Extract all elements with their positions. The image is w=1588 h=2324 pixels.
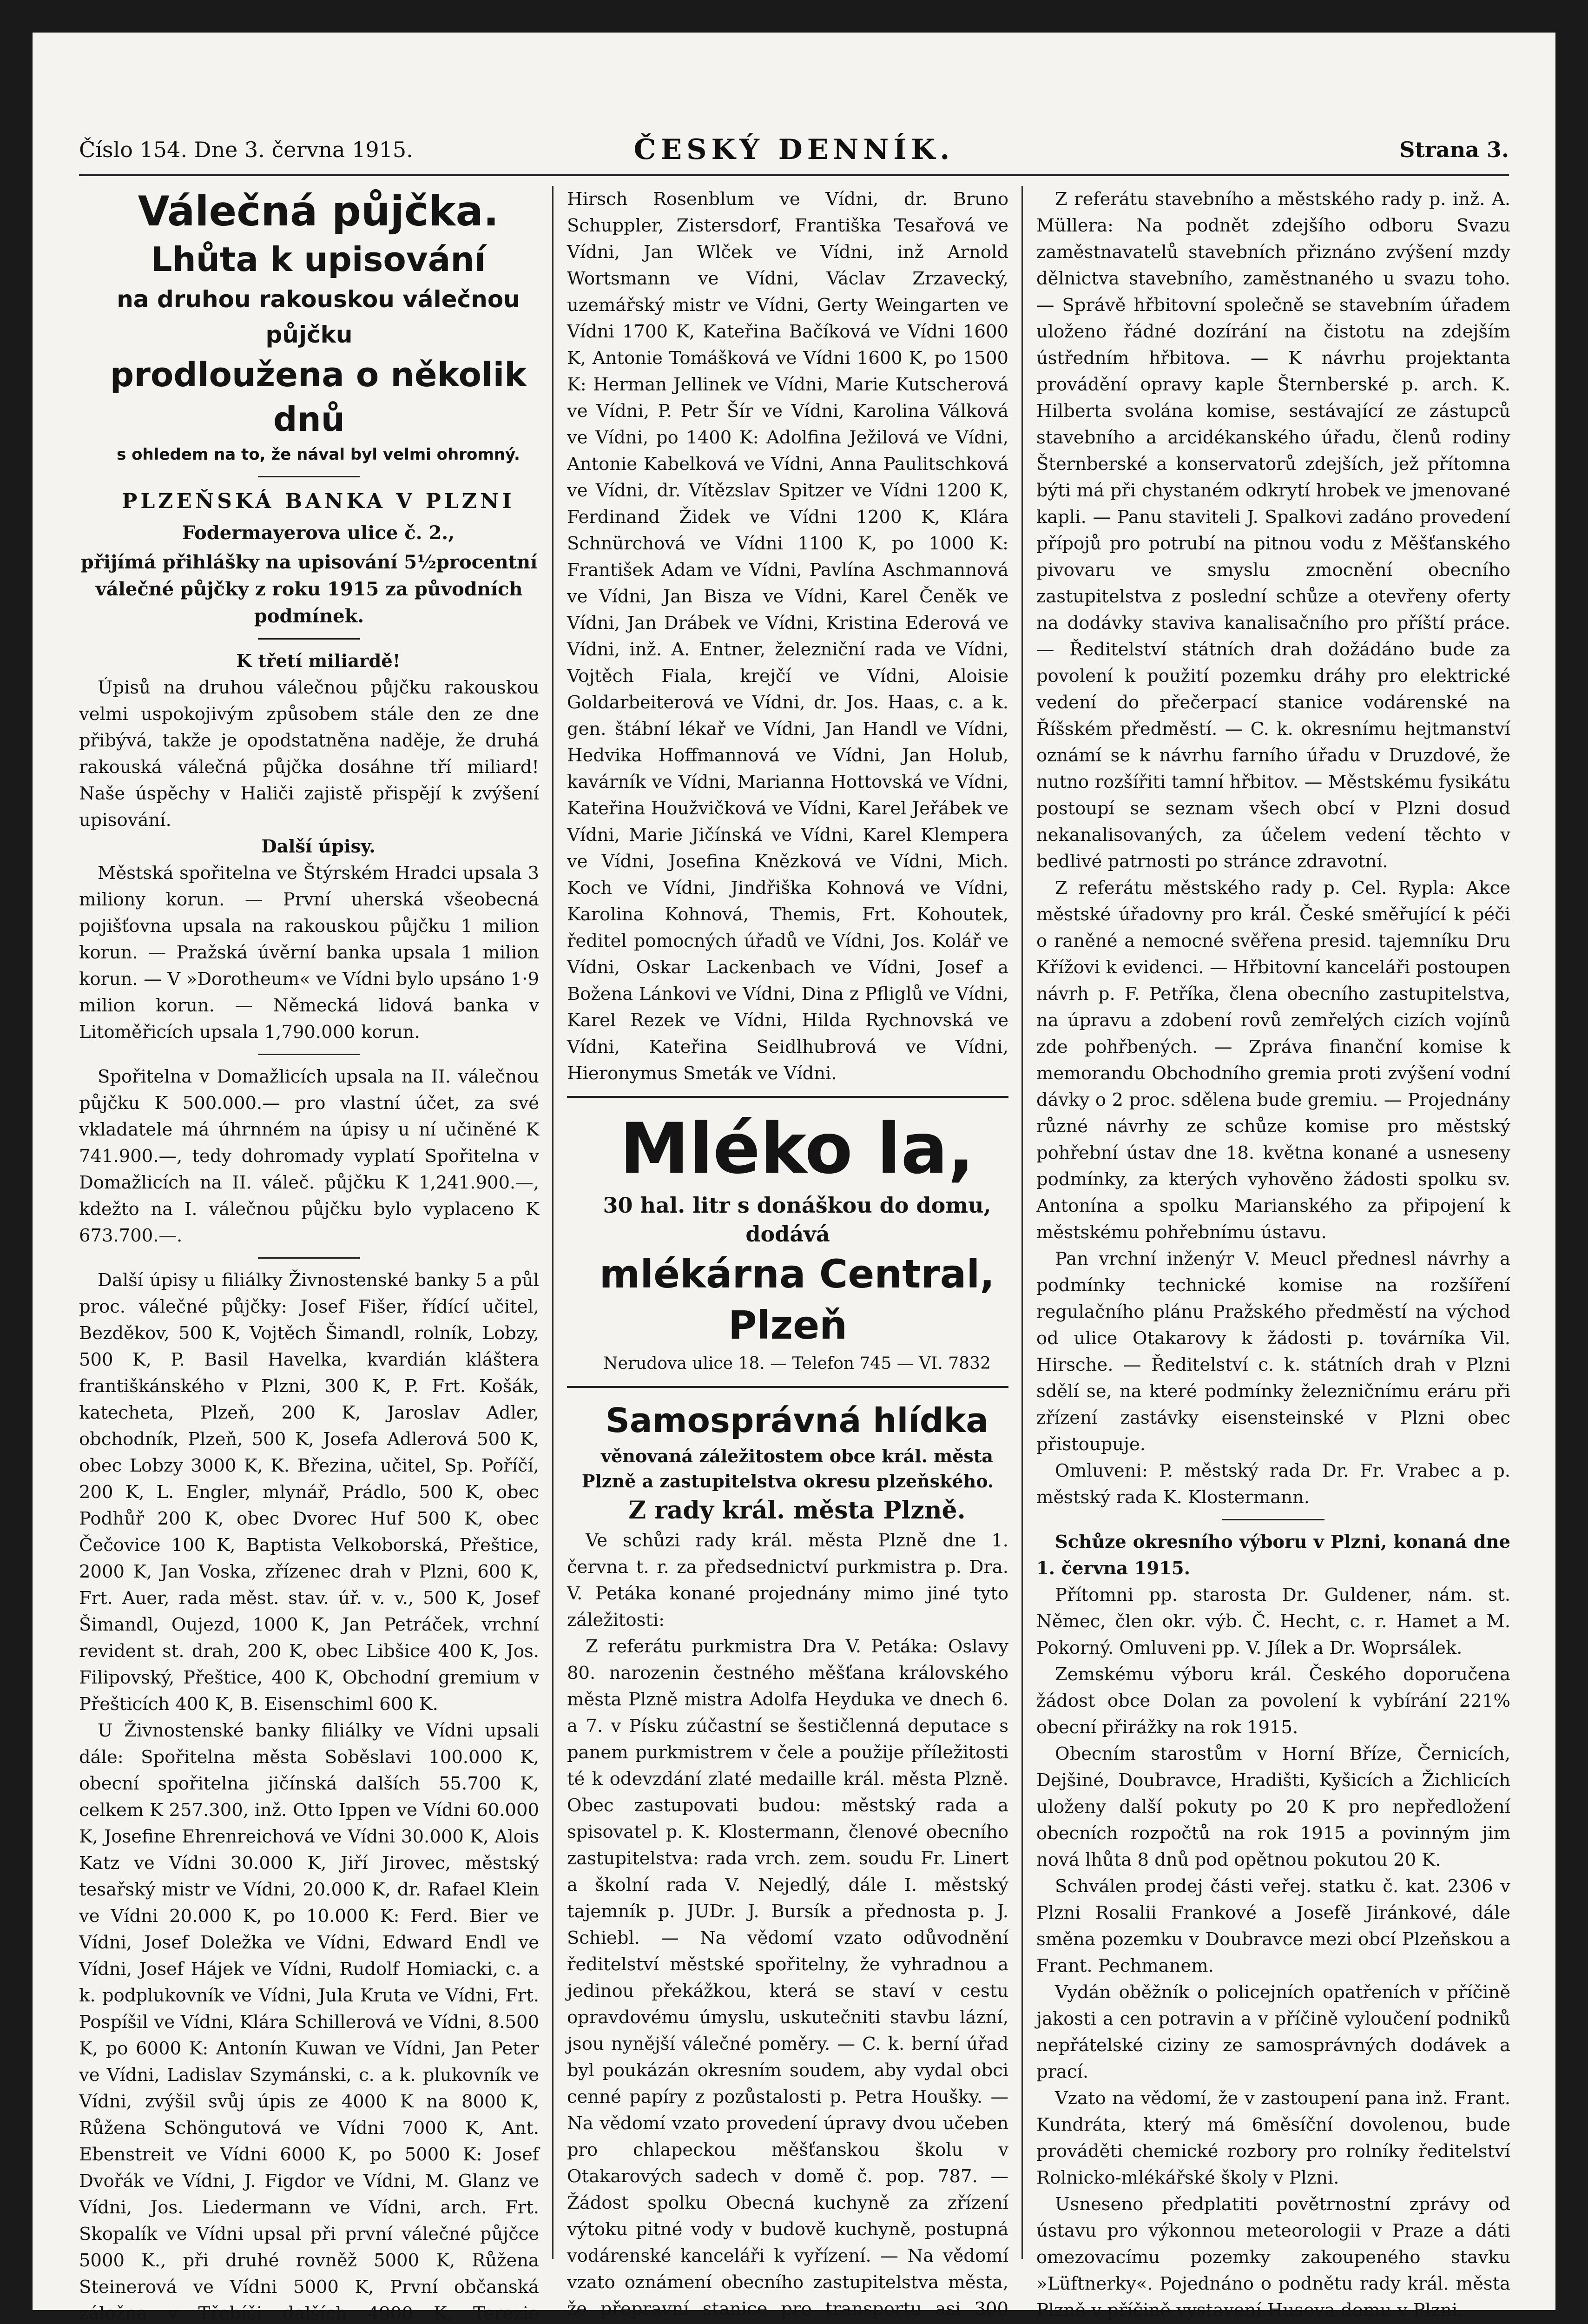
article-paragraph: Další úpisy u filiálky Živnostenské banky 5 a půl proc. válečné půjčky: Josef Fišer, řídící učitel, Bezděkov, 500 K, Vojtěch Šimandl, rolník, Lobzy, 500 K, P. Basil Havelka, kvardián kláštera františkánského v Plzni, 300 K, P. Frt. Košák, katecheta, Plzeň, 200 K, Jaroslav Adler, obchodník, Plzeň, 500 K, Josefa Adlerová 500 K, obec Lobzy 3000 K, K. Březina, učitel, Sp. Poříčí, 200 K, L. Engler, mlynář, Prádlo, 500 K, obec Podhůř 200 K, obec Dvorec Huf 500 K, obec Čečovice 100 K, Baptista Velkoborská, Přeštice, 2000 K, Jan Voska, zřízenec drah v Plzni, 600 K, Frt. Auer, rada měst. stav. úř. v. v., 500 K, Josef Šimandl, Oujezd, 1000 K, Jan Petráček, vrchní revident st. drah, 200 K, obec Libšice 400 K, Jos. Filipovský, Přeštice, 400 K, Obchodní gremium v Přešticích 400 K, B. Eisenschiml 600 K. [79,1270,539,1715]
article-paragraph: U Živnostenské banky filiálky ve Vídni upsali dále: Spořitelna města Soběslavi 100.000 K, obecní spořitelna jičínská dalších 55.700 K, celkem K 257.300, inž. Otto Ippen ve Vídni 60.000 K, Josefine Ehrenreichová ve Vídni 30.000 K, Alois Katz ve Vídni 30.000 K, Jiří Jirovec, městský tesařský mistr ve Vídni, 20.000 K, dr. Rafael Klein ve Vídni 20.000 K, po 10.000 K: Ferd. Bier ve Vídni, Josef Doležka ve Vídni, Edward Endl ve Vídni, Josef Hájek ve Vídni, Rudolf Homiacki, c. a k. podplukovník ve Vídni, Jula Kruta ve Vídni, Frt. Pospíšil ve Vídni, Klára Schillerová ve Vídni, 8.500 K, po 6000 K: Antonín Kuwan ve Vídni, Jan Peter ve Vídni, Ladislav Szymánski, c. a k. plukovník ve Vídni, zvýšil svůj úpis ze 4000 K na 8000 K, Růžena Schöngutová ve Vídni 7000 K, Ant. Ebenstreit ve Vídni 6000 K, po 5000 K: Josef Dvořák ve Vídni, J. Figdor ve Vídni, M. Glanz ve Vídni, Jos. Liedermann ve Vídni, arch. Frt. Skopalík ve Vídni upsal při první válečné půjčce 5000 K., při druhé rovněž 5000 K, Růžena Steinerová ve Vídni 5000 K, První občanská záložna v Třebíči dalších 4900 K, Terezie [79,1720,539,2324]
bank-text: přijímá přihlášky na upisování 5½procentní válečné půjčky z roku 1915 za původních podmínek. [80,551,538,627]
ad-dairy-name: mlékárna Central, Plzeň [599,1251,995,1348]
newspaper-page [33,33,1555,2324]
section-title: Samosprávná hlídka [606,1401,988,1440]
article-paragraph: Hirsch Rosenblum ve Vídni, dr. Bruno Schuppler, Zistersdorf, Františka Tesařová ve Vídni, Jan Wlček ve Vídni, inž Arnold Wortsmann ve Vídni, Václav Zrzavecký, uzemářský mistr ve Vídni, Gerty Weingarten ve Vídni 1700 K, Kateřina Bačíková ve Vídni 1600 K, Antonie Tomášková ve Vídni 1600 K, po 1500 K: Herman Jellinek ve Vídni, Marie Kutscherová ve Vídni, P. Petr Šír ve Vídni, Karolina Válková ve Vídni, po 1400 K: Adolfina Ježilová ve Vídni, Antonie Kabelková ve Vídni, Anna Paulitschková ve Vídni, dr. Vítězslav Spitzer ve Vídni 1200 K, Ferdinand Židek ve Vídni 1200 K, Klára Schnürchová ve Vídni 1100 K, po 1000 K: František Adam ve Vídni, Pavlína Aschmannová ve Vídni, Jan Bisza ve Vídni, Karel Čeněk ve Vídni, Jan Drábek ve Vídni, Kristina Ederová ve Vídni, inž. A. Entner, železniční rada ve Vídni, Vojtěch Fiala, krejčí ve Vídni, Aloisie Goldarbeiterová ve Vídni, dr. Jos. Haas, c. a k. gen. štábní lékař ve Vídni, Jan Handl ve Vídni, Hedvika Hoffmannová ve Vídni, Jan Holub, kavárník ve Vídni, Marianna Hottovská ve Vídni, Kateřina Houžvičková ve Vídni, Karel Jeřábek ve Vídni, Marie Jičínská ve Vídni, Karel Klempera ve Vídni, Josefina Knězková ve Vídni, Mich. Koch ve Vídni, Jindřiška Kohnová ve Vídni, Karolina Kohnová, Themis, Frt. Kohoutek, ředitel pomocných úřadů ve Vídni, Jos. Kolář ve Vídni, Oskar Lackenbach ve Vídni, Josef a Božena Lánkovi ve Vídni, Dina z Pfliglů ve Vídni, Karel Rezek ve Vídni, Hilda Rychnovská ve Vídni, Kateřina Seidlhubrová ve Vídni, Hieronymus Smeták ve Vídni. [567,189,1008,1084]
bank-address: Fodermayerova ulice č. 2., [182,522,455,544]
article-paragraph: Omluveni: P. městský rada Dr. Fr. Vrabec a p. městský rada K. Klostermann. [1036,1460,1510,1508]
headline-deadline: Lhůta k upisování [151,240,486,279]
article-paragraph: Usneseno předplatiti povětrnostní zprávy od ústavu pro výkonnou meteorologii v Praze a dáti omezovacímu pozemky zakoupeného stavku »Lüftnerky«. Pojednáno o podnětu rady král. města Plzně v příčině vystavení Husova domu v Plzni. [1036,2194,1510,2321]
divider [258,476,360,477]
article-paragraph: Spořitelna v Domažlicích upsala na II. válečnou půjčku K 500.000.— pro vlastní účet, za své vkladatele má úhrnném na úpisy u ní učiněné K 741.900.—, tedy dohromady vyplatí Spořitelna v Domažlicích na II. váleč. půjčku K 1,241.900.—, kdežto na I. válečnou půjčku bylo vyplaceno K 673.700.—. [79,1066,539,1246]
headline-war-loan: Válečná půjčka. [138,187,499,235]
article-paragraph: Vzato na vědomí, že v zastoupení pana inž. Frant. Kundráta, který má 6měsíční dovolenou, bude prováděti chemické rozbory pro rolníky ředitelství Rolnicko-mlékářské školy v Plzni. [1036,2088,1510,2188]
subhead-third-billion: K třetí miliardě! [236,651,401,672]
section-subtitle: věnovaná záležitostem obce král. města Plzně a zastupitelstva okresu plzeňského. [581,1446,994,1492]
column-1 [79,186,539,2324]
article-paragraph: Vydán oběžník o policejních opatřeních v příčině jakosti a cen potravin a v příčině vyloučení podniků nepřátelské ciziny ze samosprávných dodávek a prací. [1036,1982,1510,2082]
bank-name: PLZEŇSKÁ BANKA V PLZNI [122,489,515,513]
divider [1222,1519,1324,1520]
ad-address: Nerudova ulice 18. — Telefon 745 — VI. 7832 [603,1354,991,1373]
issue-date: Číslo 154. Dne 3. června 1915. [79,137,413,162]
divider [258,638,360,640]
column-rule [552,186,553,2259]
article-paragraph: Z referátu městského rady p. Cel. Rypla: Akce městské úřadovny pro král. České směřující k péči o raněné a nemocné svěřena presid. tajemníku Dru Křížovi k evidenci. — Hřbitovní kanceláři postoupen návrh p. F. Petříka, člena obecního zastupitelstva, na úpravu a zdobení rovů zemřelých cizích vojínů zde pohřbených. — Zpráva finanční komise k memorandu Obchodního gremia proti zvýšení vodní dávky o 2 proc. sdělena bude gremiu. — Projednány různé návrhy ze schůze komise pro městský pohřební ústav dne 18. května konané a usneseny podmínky, za kterých vyhověno žádosti spolku sv. Antonína a spolku Marianského za připojení k městskému pohřebnímu ústavu. [1036,878,1510,1243]
column-3 [1036,186,1510,2321]
article-paragraph: Z referátu stavebního a městského rady p. inž. A. Müllera: Na podnět zdejšího odboru Svazu zaměstnavatelů stavebních přiznáno zvýšení mzdy dělnictva stavebního, zaměstnaného u svazu toho. — Správě hřbitovní společně se stavebním úřadem uloženo řádné dozírání na čistotu na zdejším ústředním hřbitova. — K návrhu projektanta provádění opravy kaple Šternberské p. arch. K. Hilberta svolána komise, sestávající ze zástupců stavebního a arcidékanského úřadu, členů rodiny Šternberské a konservatorů zdejších, jež přítomna býti má při chystaném odkrytí hrobek ve jmenované kapli. — Panu staviteli J. Spalkovi zadáno provedení přípojů pro potrubí na pitnou vodu z Měšťanského pivovaru ve smyslu zmocnění obecního zastupitelstva z poslední schůze a otevřeny oferty na dodávky staviva kanalisačního pro příští práce. — Ředitelství státních drah dožádáno bude za povolení k použití pozemku dráhy pro elektrické vedení do přečerpací stanice vodárenské na Říšském předměstí. — C. k. okresnímu hejtmanství oznámí se k návrhu farního úřadu v Druzdové, že nutno rozšířiti tamní hřbitov. — Městskému fysikátu postoupí se seznam všech obcí v Plzni dosud nekanalisovaných, za účelem vedení těchto v bedlivé patrnosti po stránce zdravotní. [1036,189,1510,872]
column-2 [567,186,1008,2319]
article-paragraph: Z referátu purkmistra Dra V. Petáka: Oslavy 80. narozenin čestného měšťana královského města Plzně mistra Adolfa Heyduka ve dnech 6. a 7. v Písku zúčastní se šestičlenná deputace s panem purkmistrem v čele a použije příležitosti té k odevzdání zlaté medaille král. města Plzně. Obec zastupovati budou: městský rada a spisovatel p. K. Klostermann, členové obecního zastupitelstva: rada vrch. zem. soudu Fr. Linert a školní rada V. Nejedlý, dále I. městský tajemník p. JUDr. J. Bursík a přednosta p. J. Schiebl. — Na vědomí vzato odůvodnění ředitelství městské spořitelny, že vyhradnou a jedinou překážkou, která se staví v cestu opravdovému úmyslu, uskutečniti stavbu lázní, jsou nynější válečné poměry. — C. k. berní úřad byl poukázán okresním soudem, aby vydal obci cenné papíry z pozůstalosti p. Petra Houšky. — Na vědomí vzato provedení úpravy dvou učeben pro chlapeckou měšťanskou školu v Otakarových sadech v domě č. pop. 787. — Žádost spolku Obecná kuchyně za zřízení výtoku pitné vody v budově kuchyně, postupná vodárenské kanceláři k vyřízení. — Na vědomí vzato oznámení obecního zastupitelstva města, že přepravní stanice pro transportu asi 300 [567,1636,1008,2319]
article-paragraph: Pan vrchní inženýr V. Meucl přednesl návrhy a podmínky technické komise na rozšíření regulačního plánu Pražského předměstí na východ od ulice Otakarovy k žádosti p. továrníka Vil. Hirsche. — Ředitelství c. k. státních drah v Plzni sdělí se, na které podmínky železničnímu eráru při zřízení zastávky eisensteinské v Plzni obec přistoupuje. [1036,1248,1510,1455]
article-paragraph: Schválen prodej části veřej. statku č. kat. 2306 v Plzni Rosalii Frankové a Josefě Jiránkové, dále směna pozemku v Doubravce mezi obcí Plzeňskou a Frant. Pechmanem. [1036,1876,1510,1976]
section-heading: Z rady král. města Plzně. [628,1496,966,1525]
newspaper-name: ČESKÝ DENNÍK. [633,133,955,166]
column-rule [1021,186,1023,2259]
masthead [79,123,1509,176]
headline-reason: s ohledem na to, že nával byl velmi ohromný. [117,445,520,464]
article-paragraph: Ve schůzi rady král. města Plzně dne 1. června t. r. za předsednictví purkmistra p. Dra. V. Petáka konané projednány mimo jiné tyto záležitosti: [567,1530,1008,1631]
article-paragraph: Přítomni pp. starosta Dr. Guldener, nám. st. Němec, člen okr. výb. Č. Hecht, c. r. Hamet a M. Pokorný. Omluveni pp. V. Jílek a Dr. Woprsálek. [1036,1585,1510,1658]
headline-extended: prodloužena o několik dnů [110,355,527,439]
divider [567,1096,1008,1098]
ad-price: 30 hal. litr s donáškou do domu, dodává [603,1193,991,1247]
article-paragraph: Zemskému výboru král. Českého doporučena žádost obce Dolan za povolení k vybírání 221% obecní přirážky na rok 1915. [1036,1664,1510,1738]
article-paragraph: Úpisů na druhou válečnou půjčku rakouskou velmi uspokojivým způsobem stále den ze dne přibývá, takže je opodstatněna naděje, že druhá rakouská válečná půjčka dosáhne tří miliard! Naše úspěchy v Haliči zajistě přispějí k zvýšení upisování. [79,677,539,831]
divider [567,1386,1008,1388]
ad-headline: Mléko la, [619,1109,975,1189]
article-paragraph: Městská spořitelna ve Štýrském Hradci upsala 3 miliony korun. — První uherská všeobecná pojišťovna upsala na rakouskou půjčku 1 milion korun. — Pražská úvěrní banka upsala 1 milion korun. — V »Dorotheum« ve Vídni bylo upsáno 1·9 milion korun. — Německá lidová banka v Litoměřicích upsala 1,790.000 korun. [79,863,539,1043]
divider [258,1054,360,1055]
article-heading: Schůze okresního výboru v Plzni, konaná dne 1. června 1915. [1036,1532,1510,1579]
divider [258,1257,360,1259]
subhead-more-subscriptions: Další úpisy. [261,836,376,857]
milk-advertisement [567,1107,1008,1377]
article-paragraph: Obecním starostům v Horní Bříze, Černicích, Dejšiné, Doubravce, Hradišti, Kyšicích a Žichlicích uloženy další pokuty po 20 K pro nepředložení obecních rozpočtů na rok 1915 a povinným jim nová lhůta 8 dnů pod opětnou pokutou 20 K. [1036,1743,1510,1870]
headline-second-loan: na druhou rakouskou válečnou půjčku [117,286,520,348]
page-number: Strana 3. [1399,137,1509,162]
